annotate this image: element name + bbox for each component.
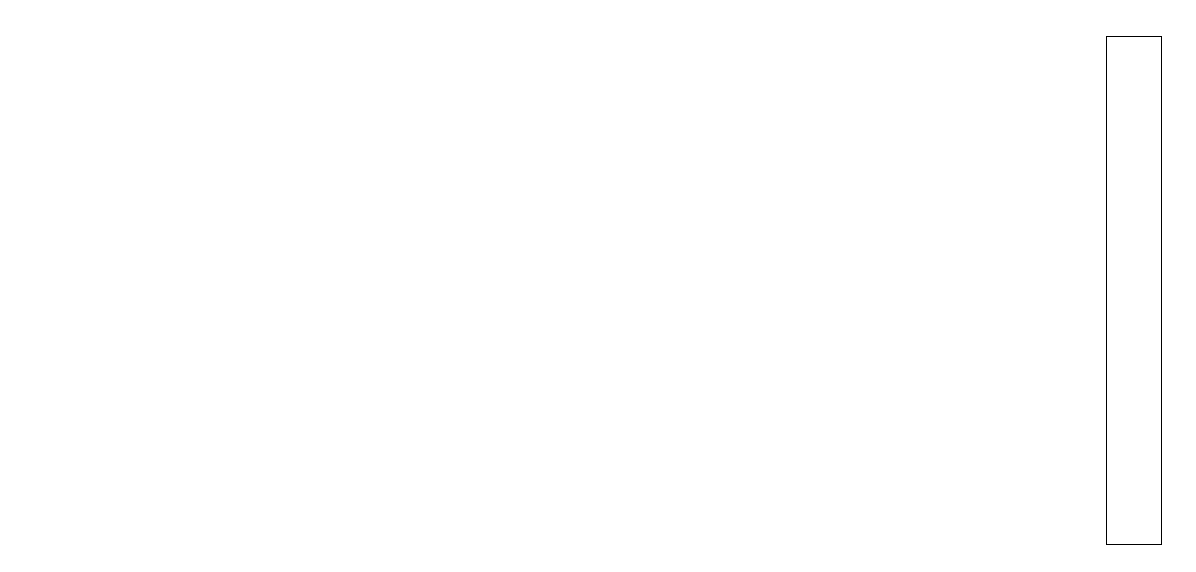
colorbar	[1106, 36, 1162, 545]
y-axis-row-labels	[0, 36, 30, 545]
heatmap-grid-body	[36, 36, 1101, 545]
heatmap-grid	[36, 36, 1101, 545]
